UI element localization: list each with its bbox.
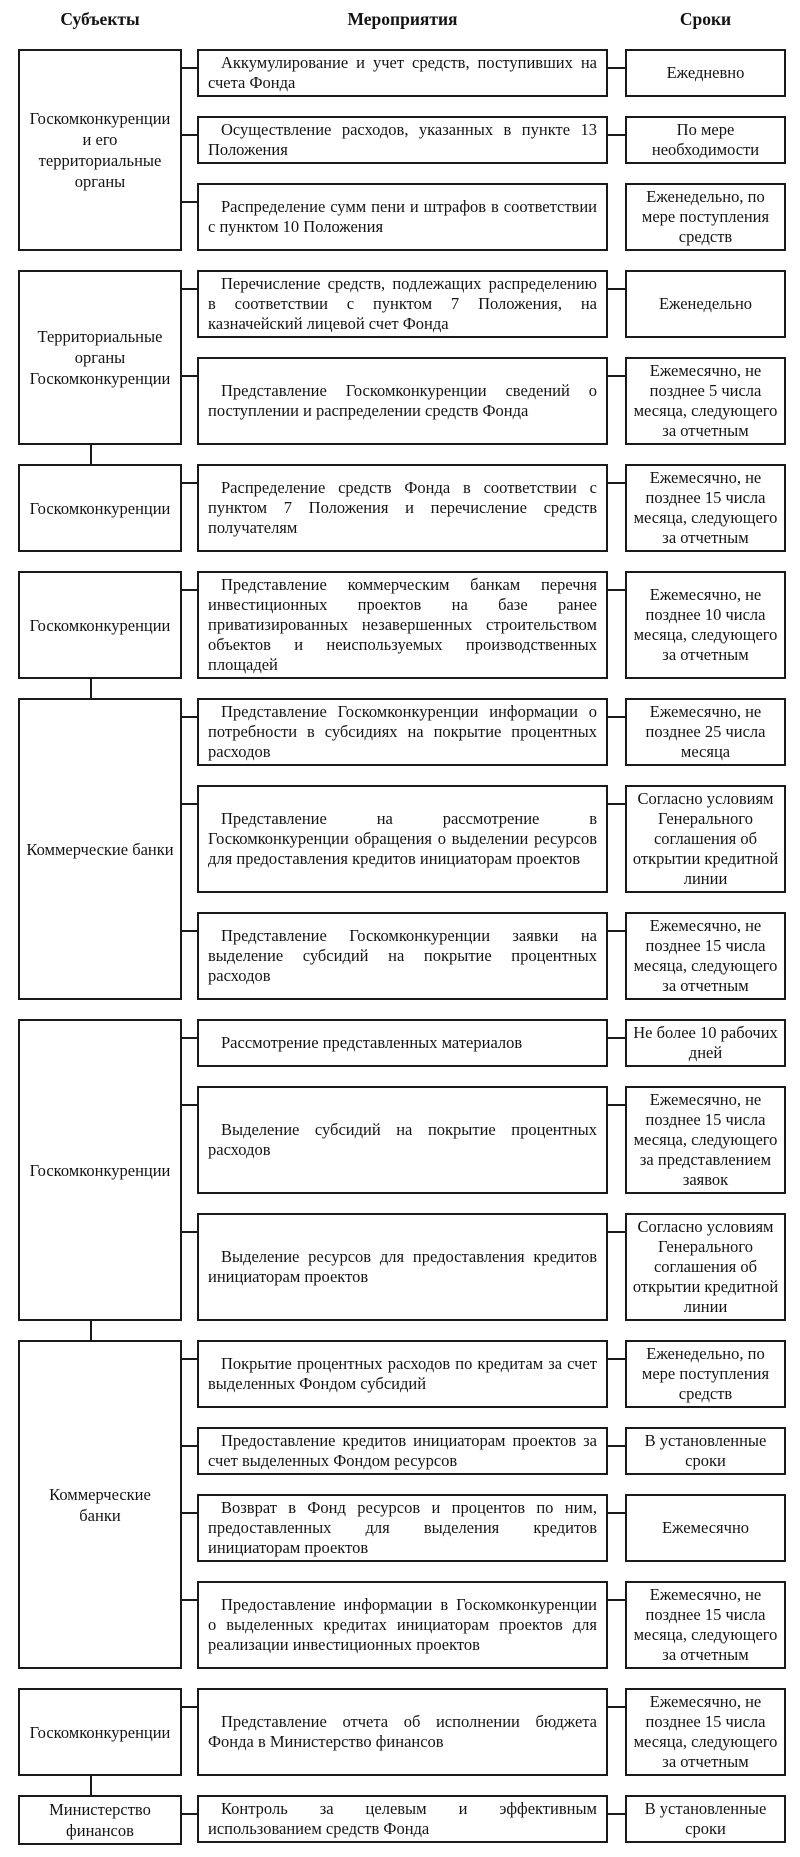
term-box — [625, 785, 786, 893]
diagram-row — [182, 116, 786, 164]
diagram-row — [182, 1213, 786, 1321]
activity-rows — [182, 698, 786, 1000]
column-headers — [18, 9, 786, 30]
term-text: Еженедельно — [658, 294, 753, 313]
term-box — [625, 1427, 786, 1475]
connector-subject-activity-line — [182, 698, 197, 766]
activity-rows — [182, 1340, 786, 1669]
subject-line: финансов — [66, 1821, 134, 1840]
term-text: Еженедельно, по мере поступления средств — [641, 187, 770, 246]
activity-text: Перечисление средств, подлежащих распределению в соответствии с пунктом 7 Положения, на казначейский лицевой счет Фонда — [208, 274, 597, 333]
diagram-row — [182, 1795, 786, 1843]
diagram-group — [18, 698, 786, 1000]
connector-subject-activity-line — [182, 1427, 197, 1475]
connector-activity-term-line — [608, 357, 625, 445]
connector-activity-term-line — [608, 571, 625, 679]
activity-rows — [182, 1795, 786, 1845]
subject-line: Коммерческие — [49, 1484, 151, 1504]
activity-text: Представление коммерческим банкам перечня инвестиционных проектов на базе ранее приватизированных незавершенных строительством объектов и неиспользуемых производственных площадей — [208, 575, 597, 674]
term-text: В установленные сроки — [644, 1799, 767, 1838]
diagram-row — [182, 912, 786, 1000]
term-text: Согласно условиям Генерального соглашения об открытии кредитной линии — [632, 789, 779, 888]
subject-line: Госкомконкуренции — [29, 498, 171, 518]
connector-subject-activity-line — [182, 1340, 197, 1408]
diagram-row — [182, 270, 786, 338]
activity-text: Распределение сумм пени и штрафов в соответствии с пунктом 10 Положения — [208, 197, 597, 236]
term-text: Не более 10 рабочих дней — [633, 1023, 778, 1062]
term-text: Ежемесячно — [661, 1518, 750, 1537]
term-box — [625, 1213, 786, 1321]
subject-label — [28, 1158, 173, 1183]
diagram-row — [182, 49, 786, 97]
diagram-row — [182, 357, 786, 445]
connector-activity-term-line — [608, 1340, 625, 1408]
term-text: Еженедельно, по мере поступления средств — [641, 1344, 770, 1403]
activity-rows — [182, 1688, 786, 1776]
term-text: Ежемесячно, не позднее 15 числа месяца, следующего за отчетным — [633, 916, 778, 995]
term-box — [625, 1019, 786, 1067]
connector-subject-activity-line — [182, 116, 197, 164]
activity-text: Аккумулирование и учет средств, поступивших на счета Фонда — [208, 53, 597, 92]
connector-subject-subject-line — [90, 1776, 92, 1795]
term-box — [625, 698, 786, 766]
connector-subject-activity-line — [182, 270, 197, 338]
activity-rows — [182, 49, 786, 251]
subject-box — [18, 464, 182, 552]
activity-text: Выделение субсидий на покрытие процентных расходов — [208, 1120, 597, 1159]
subject-line: Госкомконкуренции — [29, 1722, 171, 1742]
diagram-group — [18, 464, 786, 552]
term-text: Ежемесячно, не позднее 10 числа месяца, следующего за отчетным — [633, 585, 778, 664]
activity-rows — [182, 270, 786, 445]
connector-subject-activity-line — [182, 1019, 197, 1067]
header-gap — [608, 9, 625, 30]
connector-activity-term-line — [608, 1795, 625, 1843]
term-box — [625, 1795, 786, 1843]
connector-activity-term-line — [608, 183, 625, 251]
activity-text: Предоставление кредитов инициаторам проектов за счет выделенных Фондом ресурсов — [208, 1431, 597, 1470]
term-box — [625, 912, 786, 1000]
activity-text: Представление Госкомконкуренции сведений о поступлении и распределении средств Фонда — [208, 381, 597, 420]
diagram-row — [182, 1019, 786, 1067]
connector-subject-activity-line — [182, 571, 197, 679]
activity-box — [197, 1494, 608, 1562]
subject-line: органы — [74, 172, 126, 191]
term-box — [625, 270, 786, 338]
subject-box — [18, 1795, 182, 1845]
term-box — [625, 1581, 786, 1669]
activity-box — [197, 698, 608, 766]
subject-label — [28, 496, 173, 521]
activity-text: Представление отчета об исполнении бюджета Фонда в Министерство финансов — [208, 1712, 597, 1751]
term-text: Ежемесячно, не позднее 15 числа месяца, следующего за отчетным — [633, 468, 778, 547]
diagram-row — [182, 1688, 786, 1776]
activity-box — [197, 785, 608, 893]
connector-subject-activity-line — [182, 1795, 197, 1843]
diagram-row — [182, 1086, 786, 1194]
diagram-group — [18, 1688, 786, 1776]
term-box — [625, 1340, 786, 1408]
term-text: По мере необходимости — [651, 120, 760, 159]
activity-text: Выделение ресурсов для предоставления кредитов инициаторам проектов — [208, 1247, 597, 1286]
activity-rows — [182, 571, 786, 679]
connector-activity-term-line — [608, 912, 625, 1000]
diagram-row — [182, 183, 786, 251]
diagram-row — [182, 1427, 786, 1475]
activity-text: Распределение средств Фонда в соответствии с пунктом 7 Положения и перечисление средств получателям — [208, 478, 597, 537]
connector-subject-activity-line — [182, 357, 197, 445]
subject-box — [18, 270, 182, 445]
diagram-group — [18, 270, 786, 445]
activity-text: Осуществление расходов, указанных в пункте 13 Положения — [208, 120, 597, 159]
activity-box — [197, 357, 608, 445]
diagram-group — [18, 49, 786, 251]
activity-text: Предоставление информации в Госкомконкуренции о выделенных кредитах инициаторам проектов для реализации инвестиционных проектов — [208, 1595, 597, 1654]
diagram-group — [18, 1340, 786, 1669]
activity-box — [197, 270, 608, 338]
subject-box — [18, 1340, 182, 1669]
term-box — [625, 1086, 786, 1194]
term-text: Ежемесячно, не позднее 15 числа месяца, следующего за представлением заявок — [633, 1090, 778, 1189]
term-text: Ежемесячно, не позднее 15 числа месяца, следующего за отчетным — [633, 1585, 778, 1664]
connector-activity-term-line — [608, 1427, 625, 1475]
activity-text: Возврат в Фонд ресурсов и процентов по ним, предоставленных для выделения кредитов инициаторам проектов — [208, 1498, 597, 1557]
connector-activity-term-line — [608, 270, 625, 338]
connector-activity-term-line — [608, 1688, 625, 1776]
connector-activity-term-line — [608, 698, 625, 766]
subject-line: Коммерческие банки — [26, 839, 174, 859]
term-text: В установленные сроки — [644, 1431, 767, 1470]
column-header-terms: Сроки — [679, 9, 732, 29]
term-text: Ежемесячно, не позднее 5 числа месяца, следующего за отчетным — [633, 361, 778, 440]
term-box — [625, 1494, 786, 1562]
activity-box — [197, 1086, 608, 1194]
term-box — [625, 1688, 786, 1776]
column-header-subjects: Субъекты — [60, 9, 140, 29]
diagram-row — [182, 464, 786, 552]
diagram-row — [182, 571, 786, 679]
activity-text: Контроль за целевым и эффективным использованием средств Фонда — [208, 1799, 597, 1838]
activity-rows — [182, 464, 786, 552]
activity-text: Покрытие процентных расходов по кредитам за счет выделенных Фондом субсидий — [208, 1354, 597, 1393]
term-box — [625, 116, 786, 164]
connector-subject-subject-line — [90, 1321, 92, 1340]
term-text: Согласно условиям Генерального соглашения об открытии кредитной линии — [632, 1217, 779, 1316]
subject-line: банки — [79, 1505, 121, 1525]
connector-activity-term-line — [608, 785, 625, 893]
activity-rows — [182, 1019, 786, 1321]
term-text: Ежемесячно, не позднее 25 числа месяца — [645, 702, 766, 761]
activity-box — [197, 1581, 608, 1669]
diagram-row — [182, 785, 786, 893]
connector-subject-activity-line — [182, 912, 197, 1000]
activity-box — [197, 1795, 608, 1843]
connector-activity-term-line — [608, 49, 625, 97]
column-header-activities: Мероприятия — [347, 9, 458, 29]
activity-text: Представление Госкомконкуренции информации о потребности в субсидиях на покрытие процентных расходов — [208, 702, 597, 761]
subject-box — [18, 1688, 182, 1776]
subject-box — [18, 1019, 182, 1321]
diagram-group — [18, 1795, 786, 1845]
activity-text: Рассмотрение представленных материалов — [221, 1033, 523, 1052]
subject-line: Территориальные — [37, 327, 163, 346]
subject-label — [28, 324, 173, 391]
activity-box — [197, 49, 608, 97]
subject-label — [24, 837, 175, 862]
connector-activity-term-line — [608, 116, 625, 164]
subject-box — [18, 698, 182, 1000]
connector-subject-activity-line — [182, 183, 197, 251]
subject-label — [47, 1797, 153, 1843]
term-box — [625, 571, 786, 679]
term-box — [625, 183, 786, 251]
diagram-group — [18, 571, 786, 679]
term-box — [625, 357, 786, 445]
activity-box — [197, 912, 608, 1000]
activity-box — [197, 1427, 608, 1475]
diagram-row — [182, 1494, 786, 1562]
connector-subject-activity-line — [182, 1581, 197, 1669]
diagram-row — [182, 1581, 786, 1669]
connector-activity-term-line — [608, 1019, 625, 1067]
diagram-groups — [18, 49, 786, 1845]
subject-label — [28, 1720, 173, 1745]
activity-box — [197, 116, 608, 164]
activity-box — [197, 183, 608, 251]
term-box — [625, 49, 786, 97]
connector-subject-activity-line — [182, 49, 197, 97]
activity-box — [197, 1340, 608, 1408]
diagram-row — [182, 698, 786, 766]
connector-subject-activity-line — [182, 1213, 197, 1321]
connector-subject-activity-line — [182, 1688, 197, 1776]
header-gap — [182, 9, 197, 30]
subject-line: и его — [82, 130, 118, 149]
subject-line: Госкомконкуренции — [29, 1160, 171, 1180]
subject-box — [18, 49, 182, 251]
connector-subject-activity-line — [182, 1086, 197, 1194]
subject-line: органы — [74, 348, 126, 367]
connector-subject-activity-line — [182, 1494, 197, 1562]
activity-text: Представление на рассмотрение в Госкомконкуренции обращения о выделении ресурсов для предоставления кредитов инициаторам проектов — [208, 809, 597, 868]
connector-subject-activity-line — [182, 785, 197, 893]
subject-label — [28, 613, 173, 638]
connector-activity-term-line — [608, 464, 625, 552]
subject-label — [47, 1482, 153, 1528]
connector-subject-subject-line — [90, 679, 92, 698]
connector-activity-term-line — [608, 1494, 625, 1562]
activity-box — [197, 1019, 608, 1067]
term-text: Ежемесячно, не позднее 15 числа месяца, следующего за отчетным — [633, 1692, 778, 1771]
subject-line: Госкомконкуренции — [29, 369, 171, 388]
connector-activity-term-line — [608, 1086, 625, 1194]
subject-line: Министерство — [49, 1800, 151, 1819]
activity-text: Представление Госкомконкуренции заявки на выделение субсидий на покрытие процентных расходов — [208, 926, 597, 985]
connector-subject-activity-line — [182, 464, 197, 552]
activity-box — [197, 571, 608, 679]
term-box — [625, 464, 786, 552]
diagram-row — [182, 1340, 786, 1408]
activity-box — [197, 464, 608, 552]
connector-activity-term-line — [608, 1581, 625, 1669]
subject-label — [28, 106, 173, 194]
activity-box — [197, 1688, 608, 1776]
term-text: Ежедневно — [666, 63, 745, 82]
diagram-group — [18, 1019, 786, 1321]
connector-subject-subject-line — [90, 445, 92, 464]
connector-activity-term-line — [608, 1213, 625, 1321]
subject-line: территориальные — [38, 151, 162, 170]
activity-box — [197, 1213, 608, 1321]
subject-line: Госкомконкуренции — [29, 615, 171, 635]
subject-line: Госкомконкуренции — [29, 109, 171, 128]
subject-box — [18, 571, 182, 679]
